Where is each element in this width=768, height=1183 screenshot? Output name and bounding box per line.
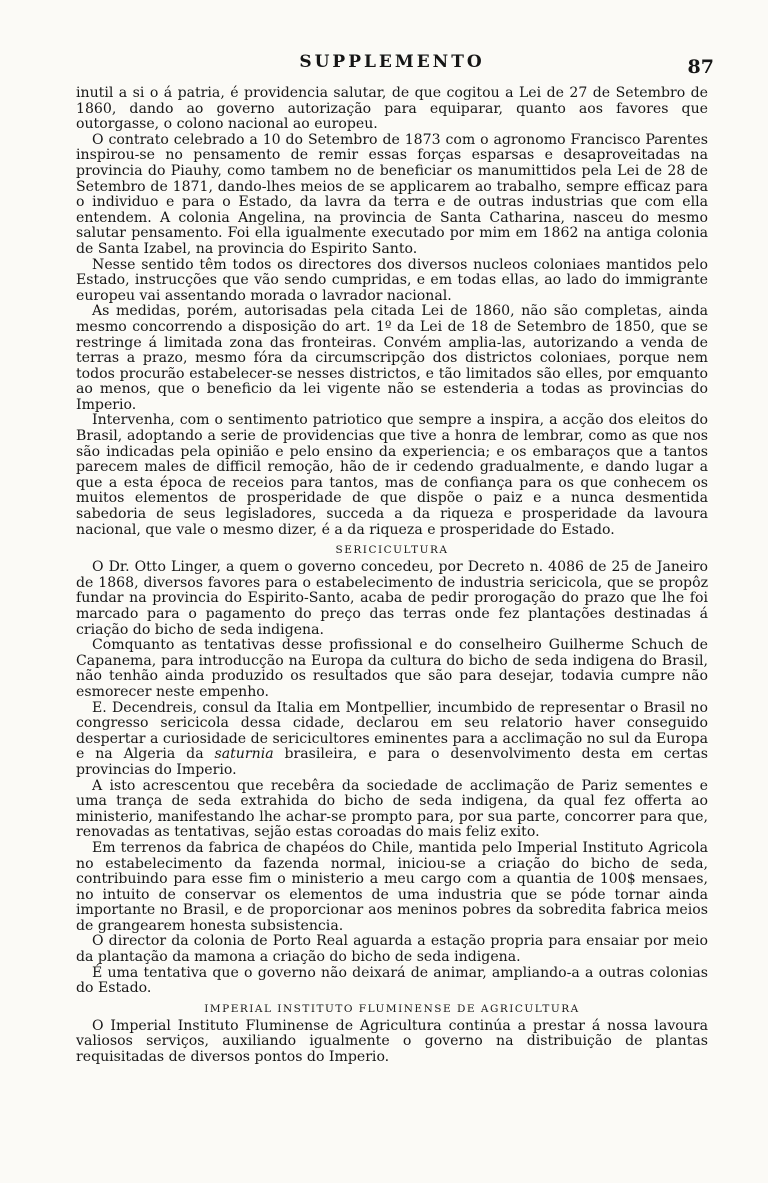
paragraph: O contrato celebrado a 10 do Setembro de 1873 com o agronomo Francisco Parentes inspirou-se no pensamento de remir essas forças esparsas e desaproveitadas na provincia do Piauhy, como tambem no de beneficiar os manumittidos pela Lei de 28 de Setembro de 1871, dando-lhes meios de se applicarem ao trabalho, sempre efficaz para o individuo e para o Estado, da lavra da terra e de outras industrias que com ella entendem. A colonia Angelina, na provincia de Santa Catharina, nasceu do mesmo salutar pensamento. Foi ella igualmente executado por mim em 1862 na antiga colonia de Santa Izabel, na provincia do Espirito Santo. bbox=[76, 131, 708, 257]
paragraph: Em terrenos da fabrica de chapéos do Chile, mantida pelo Imperial Instituto Agricola no estabelecimento da fazenda normal, iniciou-se a criação do bicho de seda, contribuindo para esse fim o ministerio a meu cargo com a quantia de 100$ mensaes, no intuito de conservar os elementos de uma industria que se póde tornar ainda importante no Brasil, e de proporcionar aos meninos pobres da sobredita fabrica meios de grangearem honesta subsistencia. bbox=[76, 839, 708, 934]
section-colonization bbox=[76, 86, 708, 538]
paragraph: O Imperial Instituto Fluminense de Agricultura continúa a prestar á nossa lavoura valiosos serviços, auxiliando igualmente o governo na distribuição de plantas requisitadas de diversos pontos do Imperio. bbox=[76, 1017, 708, 1066]
paragraph: Nesse sentido têm todos os directores dos diversos nucleos coloniaes mantidos pelo Estado, instrucções que vão sendo cumpridas, e em todas ellas, ao lado do immigrante europeu vai assentando morada o lavrador nacional. bbox=[76, 256, 708, 304]
paragraph: E. Decendreis, consul da Italia em Montpellier, incumbido de representar o Brasil no congresso sericicola dessa cidade, declarou em seu relatorio haver conseguido despertar a curiosidade de sericicultores eminentes para a acclimação no sul da Europa e na Algeria da saturnia brasileira, e para o desenvolvimento desta em certas provincias do Imperio. bbox=[76, 699, 708, 778]
section-sericicultura bbox=[76, 544, 708, 997]
running-title: SUPPLEMENTO bbox=[299, 52, 485, 72]
italic-term: saturnia bbox=[214, 746, 274, 763]
section-imperial-instituto bbox=[76, 1003, 708, 1066]
paragraph: O director da colonia de Porto Real aguarda a estação propria para ensaiar por meio da plantação da mamona a criação do bicho de seda indigena. bbox=[76, 933, 708, 966]
paragraph: O Dr. Otto Linger, a quem o governo concedeu, por Decreto n. 4086 de 25 de Janeiro de 1868, diversos favores para o estabelecimento de industria sericicola, que se propôz fundar na provincia do Espirito-Santo, acaba de pedir prorogação do prazo que lhe foi marcado para o pagamento do preço das terras onde fez plantações destinadas á criação do bicho de seda indigena. bbox=[76, 559, 708, 638]
paragraph: A isto acrescentou que recebêra da sociedade de acclimação de Pariz sementes e uma trança de seda extrahida do bicho de seda indigena, da qual fez offerta ao ministerio, manifestando lhe achar-se prompto para, por sua parte, concorrer para que, renovadas as tentativas, sejão estas coroadas do mais feliz exito. bbox=[76, 777, 708, 841]
running-header bbox=[76, 52, 714, 86]
paragraph: É uma tentativa que o governo não deixará de animar, ampliando-a a outras colonias do Estado. bbox=[76, 964, 708, 997]
paragraph: inutil a si o á patria, é providencia salutar, de que cogitou a Lei de 27 de Setembro de 1860, dando ao governo autorização para equiparar, quanto aos favores que outorgasse, o colono nacional ao europeu. bbox=[76, 85, 708, 133]
section-heading: SERICICULTURA bbox=[335, 544, 449, 557]
paragraph: As medidas, porém, autorisadas pela citada Lei de 1860, não são completas, ainda mesmo concorrendo a disposição do art. 1º da Lei de 18 de Setembro de 1850, que se restringe á limitada zona das fronteiras. Convém amplia-las, autorizando a venda de terras a prazo, mesmo fóra da circumscripção dos districtos coloniaes, porque nem todos procurão estabelecer-se nesses districtos, e tão limitados são elles, por emquanto ao menos, que o beneficio da lei vigente não se estenderia a todas as provincias do Imperio. bbox=[76, 303, 708, 413]
paragraph: Comquanto as tentativas desse profissional e do conselheiro Guilherme Schuch de Capanema, para introducção na Europa da cultura do bicho de seda indigena do Brasil, não tenhão ainda produzido os resultados que são para desejar, todavia cumpre não esmorecer neste empenho. bbox=[76, 637, 708, 700]
page-number: 87 bbox=[687, 56, 714, 78]
section-heading: IMPERIAL INSTITUTO FLUMINENSE DE AGRICULTURA bbox=[204, 1002, 580, 1015]
paragraph: Intervenha, com o sentimento patriotico que sempre a inspira, a acção dos eleitos do Brasil, adoptando a serie de providencias que tive a honra de lembrar, como as que nos são indicadas pela opinião e pelo ensino da experiencia; e os embaraços que a tantos parecem males de difficil remoção, hão de ir cedendo gradualmente, e dando lugar a que a esta época de receios para tantos, mas de confiança para os que conhecem os muitos elementos de prosperidade de que dispõe o paiz e a nunca desmentida sabedoria de seus legisladores, succeda a da riqueza e prosperidade da lavoura nacional, que vale o mesmo dizer, é a da riqueza e prosperidade do Estado. bbox=[76, 412, 708, 538]
